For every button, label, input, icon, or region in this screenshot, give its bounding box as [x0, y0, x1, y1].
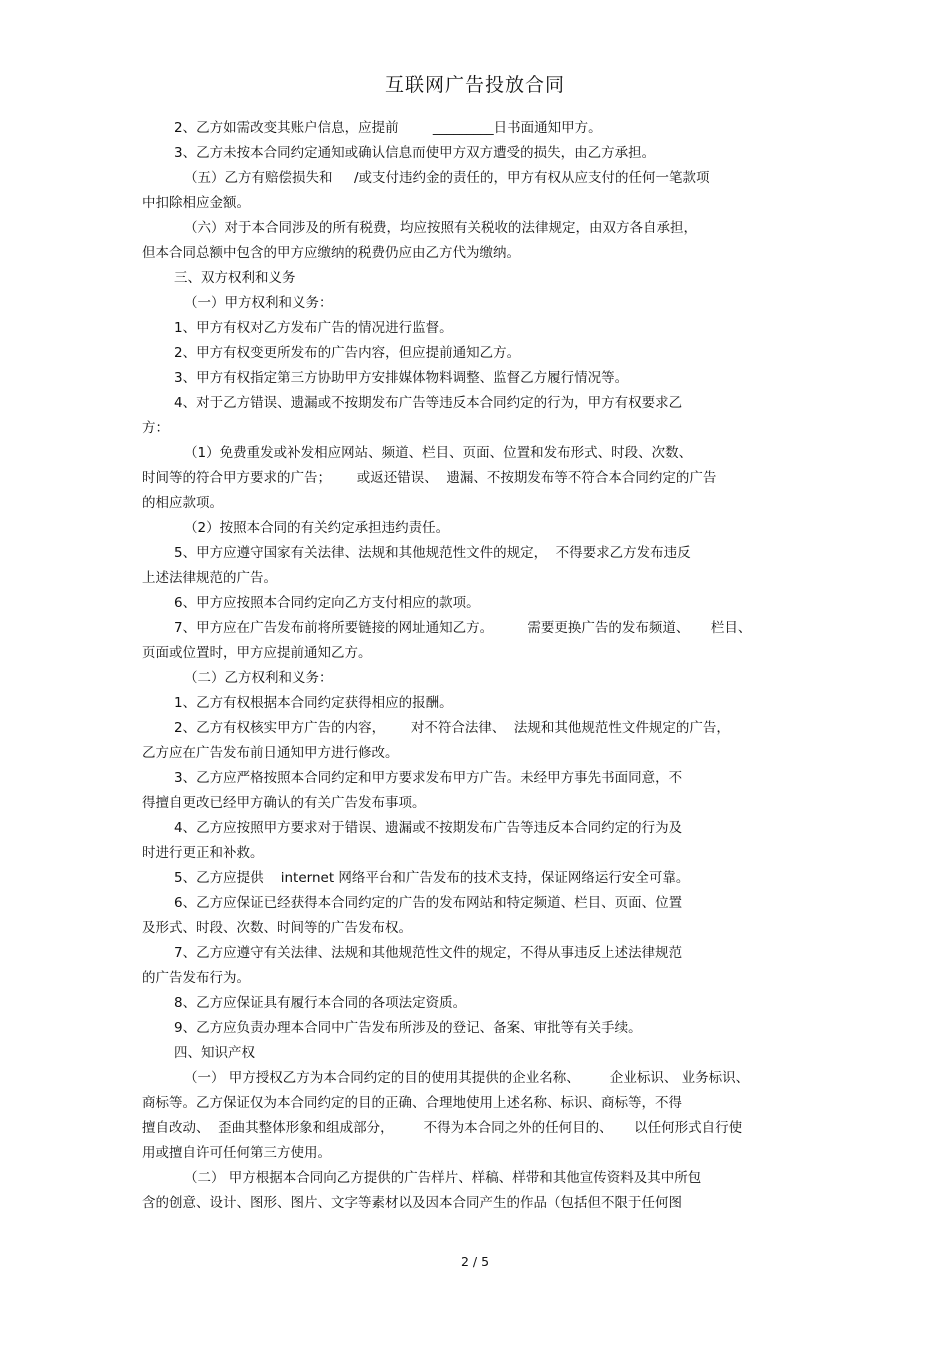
text-line: 四、知识产权 [174, 1045, 255, 1061]
text-line: 中扣除相应金额。 [142, 195, 250, 211]
text-line: 页面或位置时，甲方应提前通知乙方。 [142, 645, 372, 661]
text-line: （二） 甲方根据本合同向乙方提供的广告样片、样稿、样带和其他宣传资料及其中所包 [184, 1170, 702, 1186]
text-line: （五）乙方有赔偿损失和 /或支付违约金的责任的，甲方有权从应支付的任何一笔款项 [184, 170, 710, 186]
text-line: 但本合同总额中包含的甲方应缴纳的税费仍应由乙方代为缴纳。 [142, 245, 520, 261]
text-line: 用或擅自许可任何第三方使用。 [142, 1145, 331, 1161]
text-line: 擅自改动、 歪曲其整体形象和组成部分， 不得为本合同之外的任何目的、 以任何形式自行使 [142, 1120, 743, 1136]
text-line: 8、乙方应保证具有履行本合同的各项法定资质。 [174, 995, 467, 1011]
text-line: 上述法律规范的广告。 [142, 570, 277, 586]
text-line: 2、甲方有权变更所发布的广告内容，但应提前通知乙方。 [174, 345, 521, 361]
text-line: 2、乙方有权核实甲方广告的内容， 对不符合法律、 法规和其他规范性文件规定的广告， [174, 720, 730, 736]
text-line: 5、乙方应提供 internet 网络平台和广告发布的技术支持，保证网络运行安全可靠。 [174, 870, 690, 886]
text-line: 2、乙方如需改变其账户信息，应提前 _________日书面通知甲方。 [174, 120, 602, 136]
text-line: 含的创意、设计、图形、图片、文字等素材以及因本合同产生的作品（包括但不限于任何图 [142, 1195, 682, 1211]
text-line: 时进行更正和补救。 [142, 845, 264, 861]
text-line: 7、乙方应遵守有关法律、法规和其他规范性文件的规定，不得从事违反上述法律规范 [174, 945, 683, 961]
text-line: 3、甲方有权指定第三方协助甲方安排媒体物料调整、监督乙方履行情况等。 [174, 370, 629, 386]
text-line: 4、对于乙方错误、遗漏或不按期发布广告等违反本合同约定的行为，甲方有权要求乙 [174, 395, 683, 411]
text-line: （二）乙方权利和义务： [184, 670, 333, 686]
document-title: 互联网广告投放合同 [384, 74, 565, 96]
page-number: 2 / 5 [460, 1254, 490, 1269]
text-line: 1、甲方有权对乙方发布广告的情况进行监督。 [174, 320, 453, 336]
text-line: 商标等。乙方保证仅为本合同约定的目的正确、合理地使用上述名称、标识、商标等，不得 [142, 1095, 682, 1111]
text-line: （一） 甲方授权乙方为本合同约定的目的使用其提供的企业名称、 企业标识、 业务标识、 [184, 1070, 750, 1086]
text-line: 乙方应在广告发布前日通知甲方进行修改。 [142, 745, 399, 761]
text-line: 的相应款项。 [142, 495, 223, 511]
text-line: 9、乙方应负责办理本合同中广告发布所涉及的登记、备案、审批等有关手续。 [174, 1020, 642, 1036]
text-line: 5、甲方应遵守国家有关法律、法规和其他规范性文件的规定， 不得要求乙方发布违反 [174, 545, 691, 561]
text-line: 三、双方权利和义务 [174, 270, 296, 286]
document-body [142, 116, 822, 1216]
text-line: 3、乙方应严格按照本合同约定和甲方要求发布甲方广告。未经甲方事先书面同意，不 [174, 770, 683, 786]
text-line: 方： [142, 420, 169, 436]
text-line: 1、乙方有权根据本合同约定获得相应的报酬。 [174, 695, 453, 711]
text-line: 7、甲方应在广告发布前将所要链接的网址通知乙方。 需要更换广告的发布频道、 栏目、 [174, 620, 752, 636]
text-line: 6、乙方应保证已经获得本合同约定的广告的发布网站和特定频道、栏目、页面、位置 [174, 895, 683, 911]
text-line: （一）甲方权利和义务： [184, 295, 333, 311]
text-line: （六）对于本合同涉及的所有税费，均应按照有关税收的法律规定，由双方各自承担， [184, 220, 697, 236]
text-line: （1）免费重发或补发相应网站、频道、栏目、页面、位置和发布形式、时段、次数、 [184, 445, 693, 461]
text-line: 3、乙方未按本合同约定通知或确认信息而使甲方双方遭受的损失，由乙方承担。 [174, 145, 656, 161]
text-line: 的广告发布行为。 [142, 970, 250, 986]
text-line: 及形式、时段、次数、时间等的广告发布权。 [142, 920, 412, 936]
text-line: 时间等的符合甲方要求的广告； 或返还错误、 遗漏、不按期发布等不符合本合同约定的广告 [142, 470, 717, 486]
text-line: 4、乙方应按照甲方要求对于错误、遗漏或不按期发布广告等违反本合同约定的行为及 [174, 820, 683, 836]
text-line: 6、甲方应按照本合同约定向乙方支付相应的款项。 [174, 595, 480, 611]
text-line: （2）按照本合同的有关约定承担违约责任。 [184, 520, 450, 536]
text-line: 得擅自更改已经甲方确认的有关广告发布事项。 [142, 795, 426, 811]
